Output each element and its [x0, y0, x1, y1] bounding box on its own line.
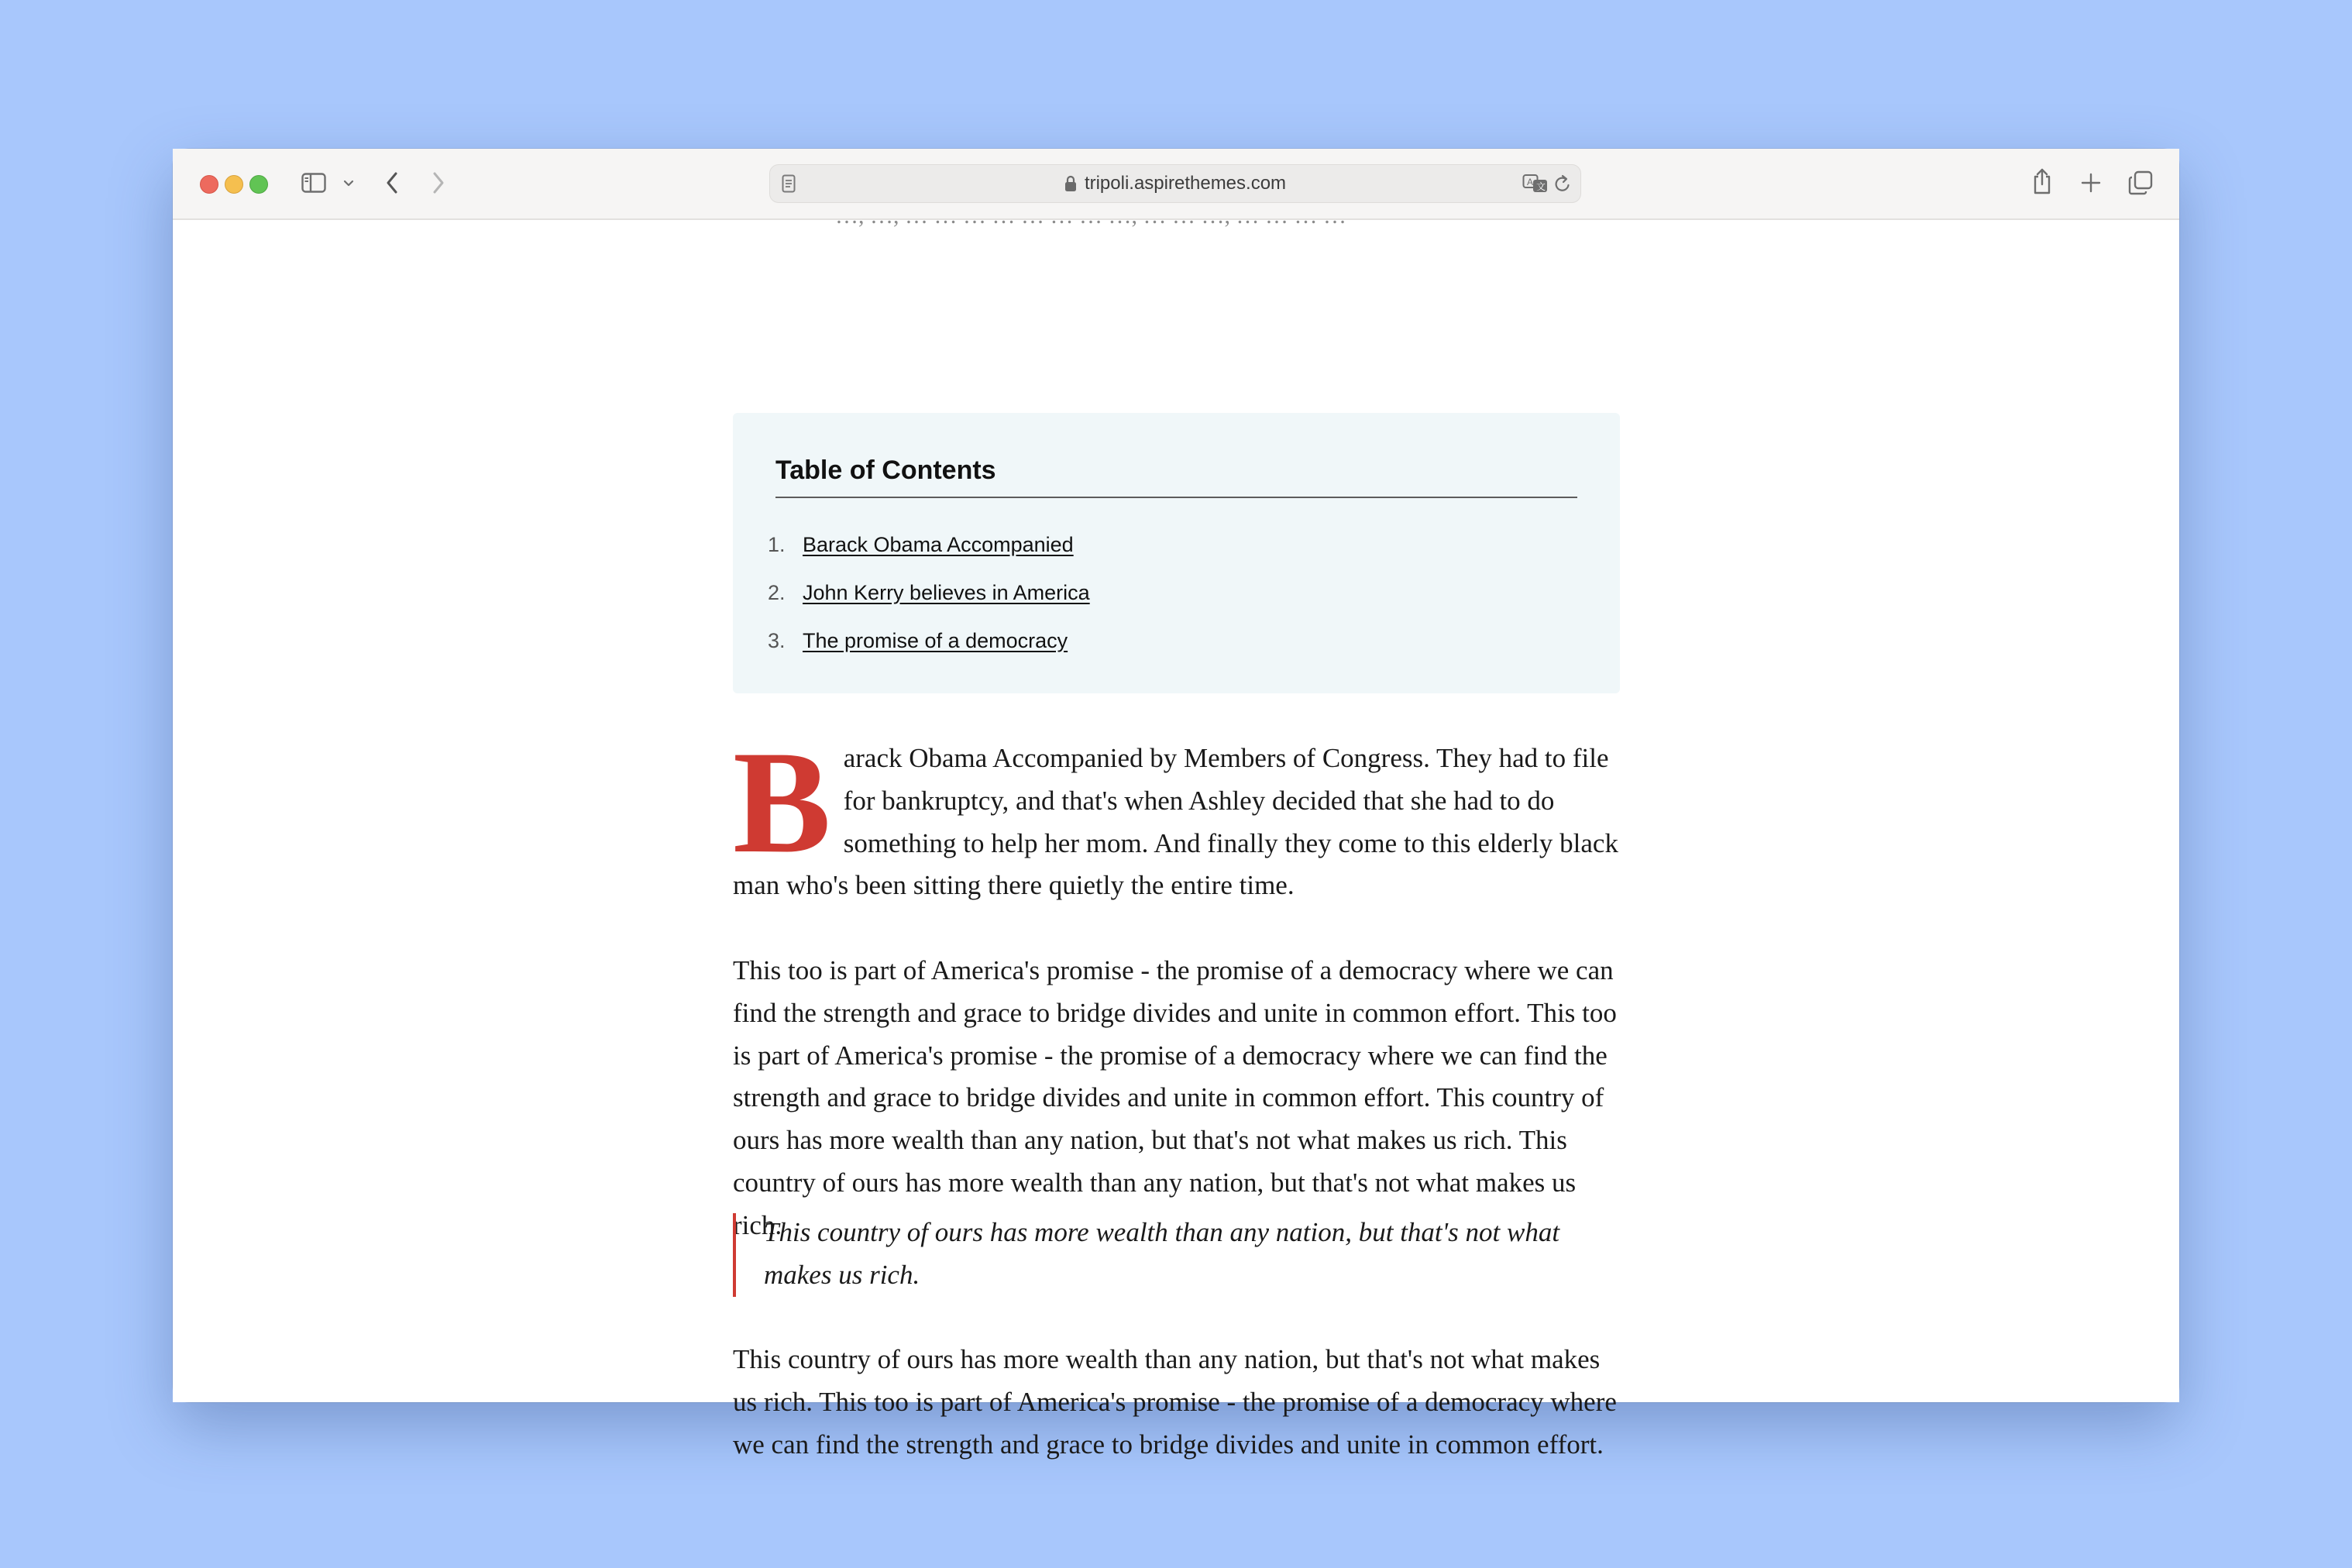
- toc-item-number: 2.: [768, 581, 786, 604]
- sidebar-icon[interactable]: [301, 170, 327, 196]
- drop-cap: B: [733, 721, 831, 884]
- toc-item-number: 3.: [768, 629, 786, 652]
- chevron-down-icon[interactable]: [342, 177, 356, 191]
- zoom-window-button[interactable]: [249, 175, 268, 194]
- cutoff-text: …, …, … … … … … … … …, … … …, … … … …: [835, 203, 1346, 229]
- toc-title: Table of Contents: [775, 456, 996, 485]
- lock-icon: [1064, 175, 1077, 192]
- paragraph-intro: [733, 721, 1624, 907]
- browser-window: [173, 149, 2179, 1460]
- toc-link-john-kerry[interactable]: John Kerry believes in America: [803, 581, 1090, 604]
- toc-divider: [775, 497, 1577, 498]
- tab-overview-icon[interactable]: [2127, 169, 2154, 197]
- forward-icon[interactable]: [427, 170, 450, 196]
- minimize-window-button[interactable]: [225, 175, 243, 194]
- back-icon[interactable]: [380, 170, 404, 196]
- toc-item: [768, 629, 1090, 677]
- address-bar[interactable]: [769, 164, 1581, 203]
- svg-text:A: A: [1527, 177, 1534, 187]
- paragraph-wealth: This country of ours has more wealth than any nation, but that's not what makes us rich. This too is part of America's promise - the promise of a democracy where we can find the strength and grace to bridge divides and unite in common effort.: [733, 1344, 1617, 1460]
- new-tab-icon[interactable]: [2079, 170, 2103, 195]
- blockquote: [733, 1213, 1624, 1297]
- url-text: tripoli.aspirethemes.com: [1084, 173, 1287, 194]
- url-display[interactable]: [770, 165, 1580, 202]
- toc-list: [768, 533, 1090, 677]
- page-content: [173, 203, 2179, 1460]
- svg-text:文: 文: [1536, 181, 1546, 192]
- toc-item-number: 1.: [768, 533, 786, 556]
- paragraph-promise: This too is part of America's promise - the promise of a democracy where we can find the strength and grace to bridge divides and unite in common effort. This too is part of America's promise - the promise of a democracy where we can find the strength and grace to bridge divides and unite in common effort. This country of ours has more wealth than any nation, but that's not what makes us rich. This country of ours has more wealth than any nation, but that's not what makes us rich.: [733, 955, 1617, 1240]
- toc-link-barack-obama[interactable]: Barack Obama Accompanied: [803, 533, 1074, 556]
- toc-item: [768, 581, 1090, 629]
- close-window-button[interactable]: [200, 175, 218, 194]
- table-of-contents: [733, 413, 1620, 693]
- translate-icon[interactable]: [1521, 173, 1550, 194]
- share-icon[interactable]: [2029, 166, 2055, 197]
- toc-item: [768, 533, 1090, 581]
- paragraph-intro-text: arack Obama Accompanied by Members of Congress. They had to file for bankruptcy, and that's when Ashley decided that she had to do something to help her mom. And finally they come to this elderly black man who's been sitting there quietly the entire time.: [733, 743, 1618, 901]
- blockquote-text: This country of ours has more wealth than any nation, but that's not what makes us rich.: [764, 1217, 1560, 1290]
- toc-link-promise-democracy[interactable]: The promise of a democracy: [803, 629, 1068, 652]
- reload-icon[interactable]: [1553, 174, 1573, 194]
